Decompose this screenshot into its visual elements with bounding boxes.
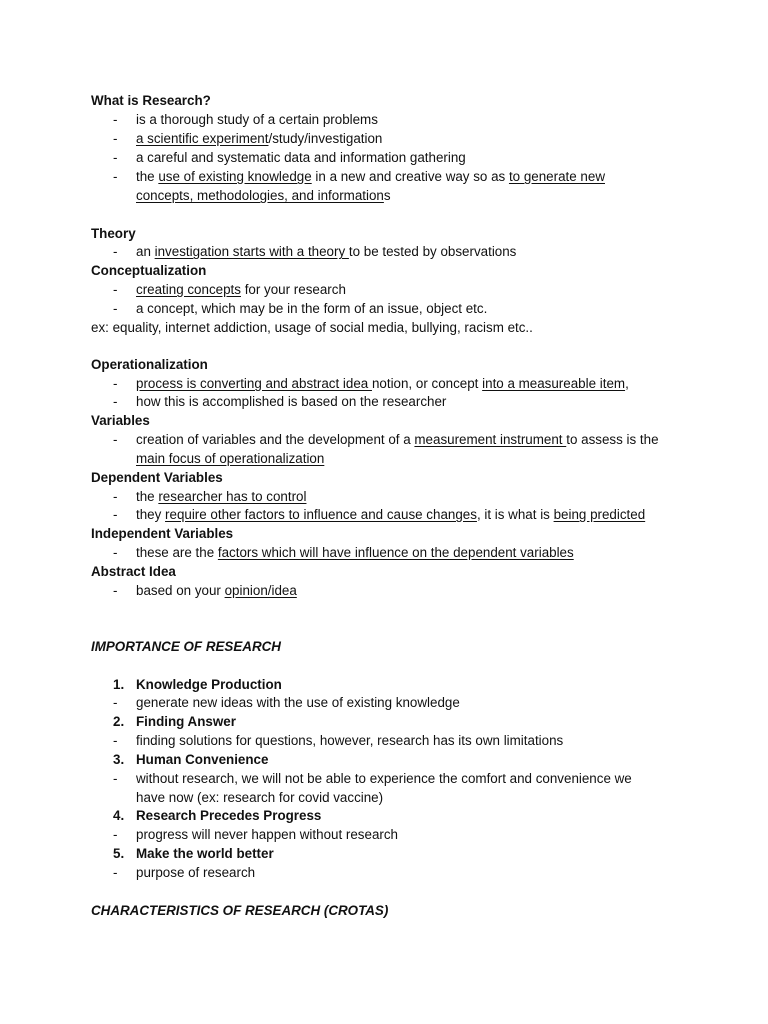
heading-conceptualization: Conceptualization — [91, 263, 207, 278]
heading-importance-of-research: IMPORTANCE OF RESEARCH — [91, 639, 281, 654]
list-number: 4. — [113, 808, 125, 823]
list-item-desc-continuation: have now (ex: research for covid vaccine) — [136, 790, 384, 805]
list-item-title: Human Convenience — [136, 752, 269, 767]
list-item-desc: finding solutions for questions, however, research has its own limitations — [136, 733, 564, 748]
bullet-text: based on your opinion/idea — [136, 583, 297, 598]
bullet-text: they require other factors to influence and cause changes, it is what is being predicted — [136, 507, 646, 522]
example-text: ex: equality, internet addiction, usage of social media, bullying, racism etc.. — [91, 320, 533, 335]
bullet-text-continuation: main focus of operationalization — [136, 451, 325, 466]
list-item-desc: progress will never happen without research — [136, 827, 399, 842]
bullet-dash: - — [113, 432, 118, 447]
list-item-desc: without research, we will not be able to experience the comfort and convenience we — [136, 771, 632, 786]
bullet-dash: - — [113, 827, 118, 842]
heading-variables: Variables — [91, 413, 150, 428]
bullet-text: a concept, which may be in the form of an issue, object etc. — [136, 301, 488, 316]
heading-independent-variables: Independent Variables — [91, 526, 234, 541]
list-item-title: Research Precedes Progress — [136, 808, 322, 823]
bullet-text: the researcher has to control — [136, 489, 307, 504]
list-number: 5. — [113, 846, 125, 861]
heading-abstract-idea: Abstract Idea — [91, 564, 176, 579]
bullet-dash: - — [113, 244, 118, 259]
bullet-dash: - — [113, 489, 118, 504]
bullet-text: how this is accomplished is based on the researcher — [136, 394, 447, 409]
bullet-text: a scientific experiment/study/investigation — [136, 131, 383, 146]
bullet-dash: - — [113, 507, 118, 522]
bullet-dash: - — [113, 131, 118, 146]
bullet-dash: - — [113, 376, 118, 391]
heading-dependent-variables: Dependent Variables — [91, 470, 223, 485]
list-item-title: Make the world better — [136, 846, 274, 861]
bullet-dash: - — [113, 695, 118, 710]
bullet-text: creation of variables and the development of a measurement instrument to assess is the — [136, 432, 659, 447]
bullet-dash: - — [113, 733, 118, 748]
bullet-dash: - — [113, 545, 118, 560]
bullet-dash: - — [113, 771, 118, 786]
bullet-dash: - — [113, 112, 118, 127]
heading-operationalization: Operationalization — [91, 357, 208, 372]
bullet-text-continuation: concepts, methodologies, and informations — [136, 188, 391, 203]
bullet-text: the use of existing knowledge in a new and creative way so as to generate new — [136, 169, 605, 184]
list-number: 3. — [113, 752, 125, 767]
bullet-text: these are the factors which will have influence on the dependent variables — [136, 545, 574, 560]
list-item-desc: purpose of research — [136, 865, 256, 880]
bullet-text: a careful and systematic data and information gathering — [136, 150, 466, 165]
bullet-dash: - — [113, 282, 118, 297]
heading-theory: Theory — [91, 226, 136, 241]
bullet-text: is a thorough study of a certain problems — [136, 112, 378, 127]
bullet-text: creating concepts for your research — [136, 282, 346, 297]
heading-characteristics-of-research: CHARACTERISTICS OF RESEARCH (CROTAS) — [91, 903, 389, 918]
bullet-dash: - — [113, 865, 118, 880]
list-item-title: Finding Answer — [136, 714, 236, 729]
bullet-dash: - — [113, 169, 118, 184]
list-item-desc: generate new ideas with the use of existing knowledge — [136, 695, 460, 710]
bullet-dash: - — [113, 583, 118, 598]
list-number: 2. — [113, 714, 125, 729]
list-item-title: Knowledge Production — [136, 677, 282, 692]
bullet-dash: - — [113, 394, 118, 409]
bullet-text: an investigation starts with a theory to be tested by observations — [136, 244, 517, 259]
heading-what-is-research: What is Research? — [91, 93, 211, 108]
bullet-dash: - — [113, 150, 118, 165]
list-number: 1. — [113, 677, 125, 692]
bullet-dash: - — [113, 301, 118, 316]
bullet-text: process is converting and abstract idea notion, or concept into a measureable item, — [136, 376, 629, 391]
